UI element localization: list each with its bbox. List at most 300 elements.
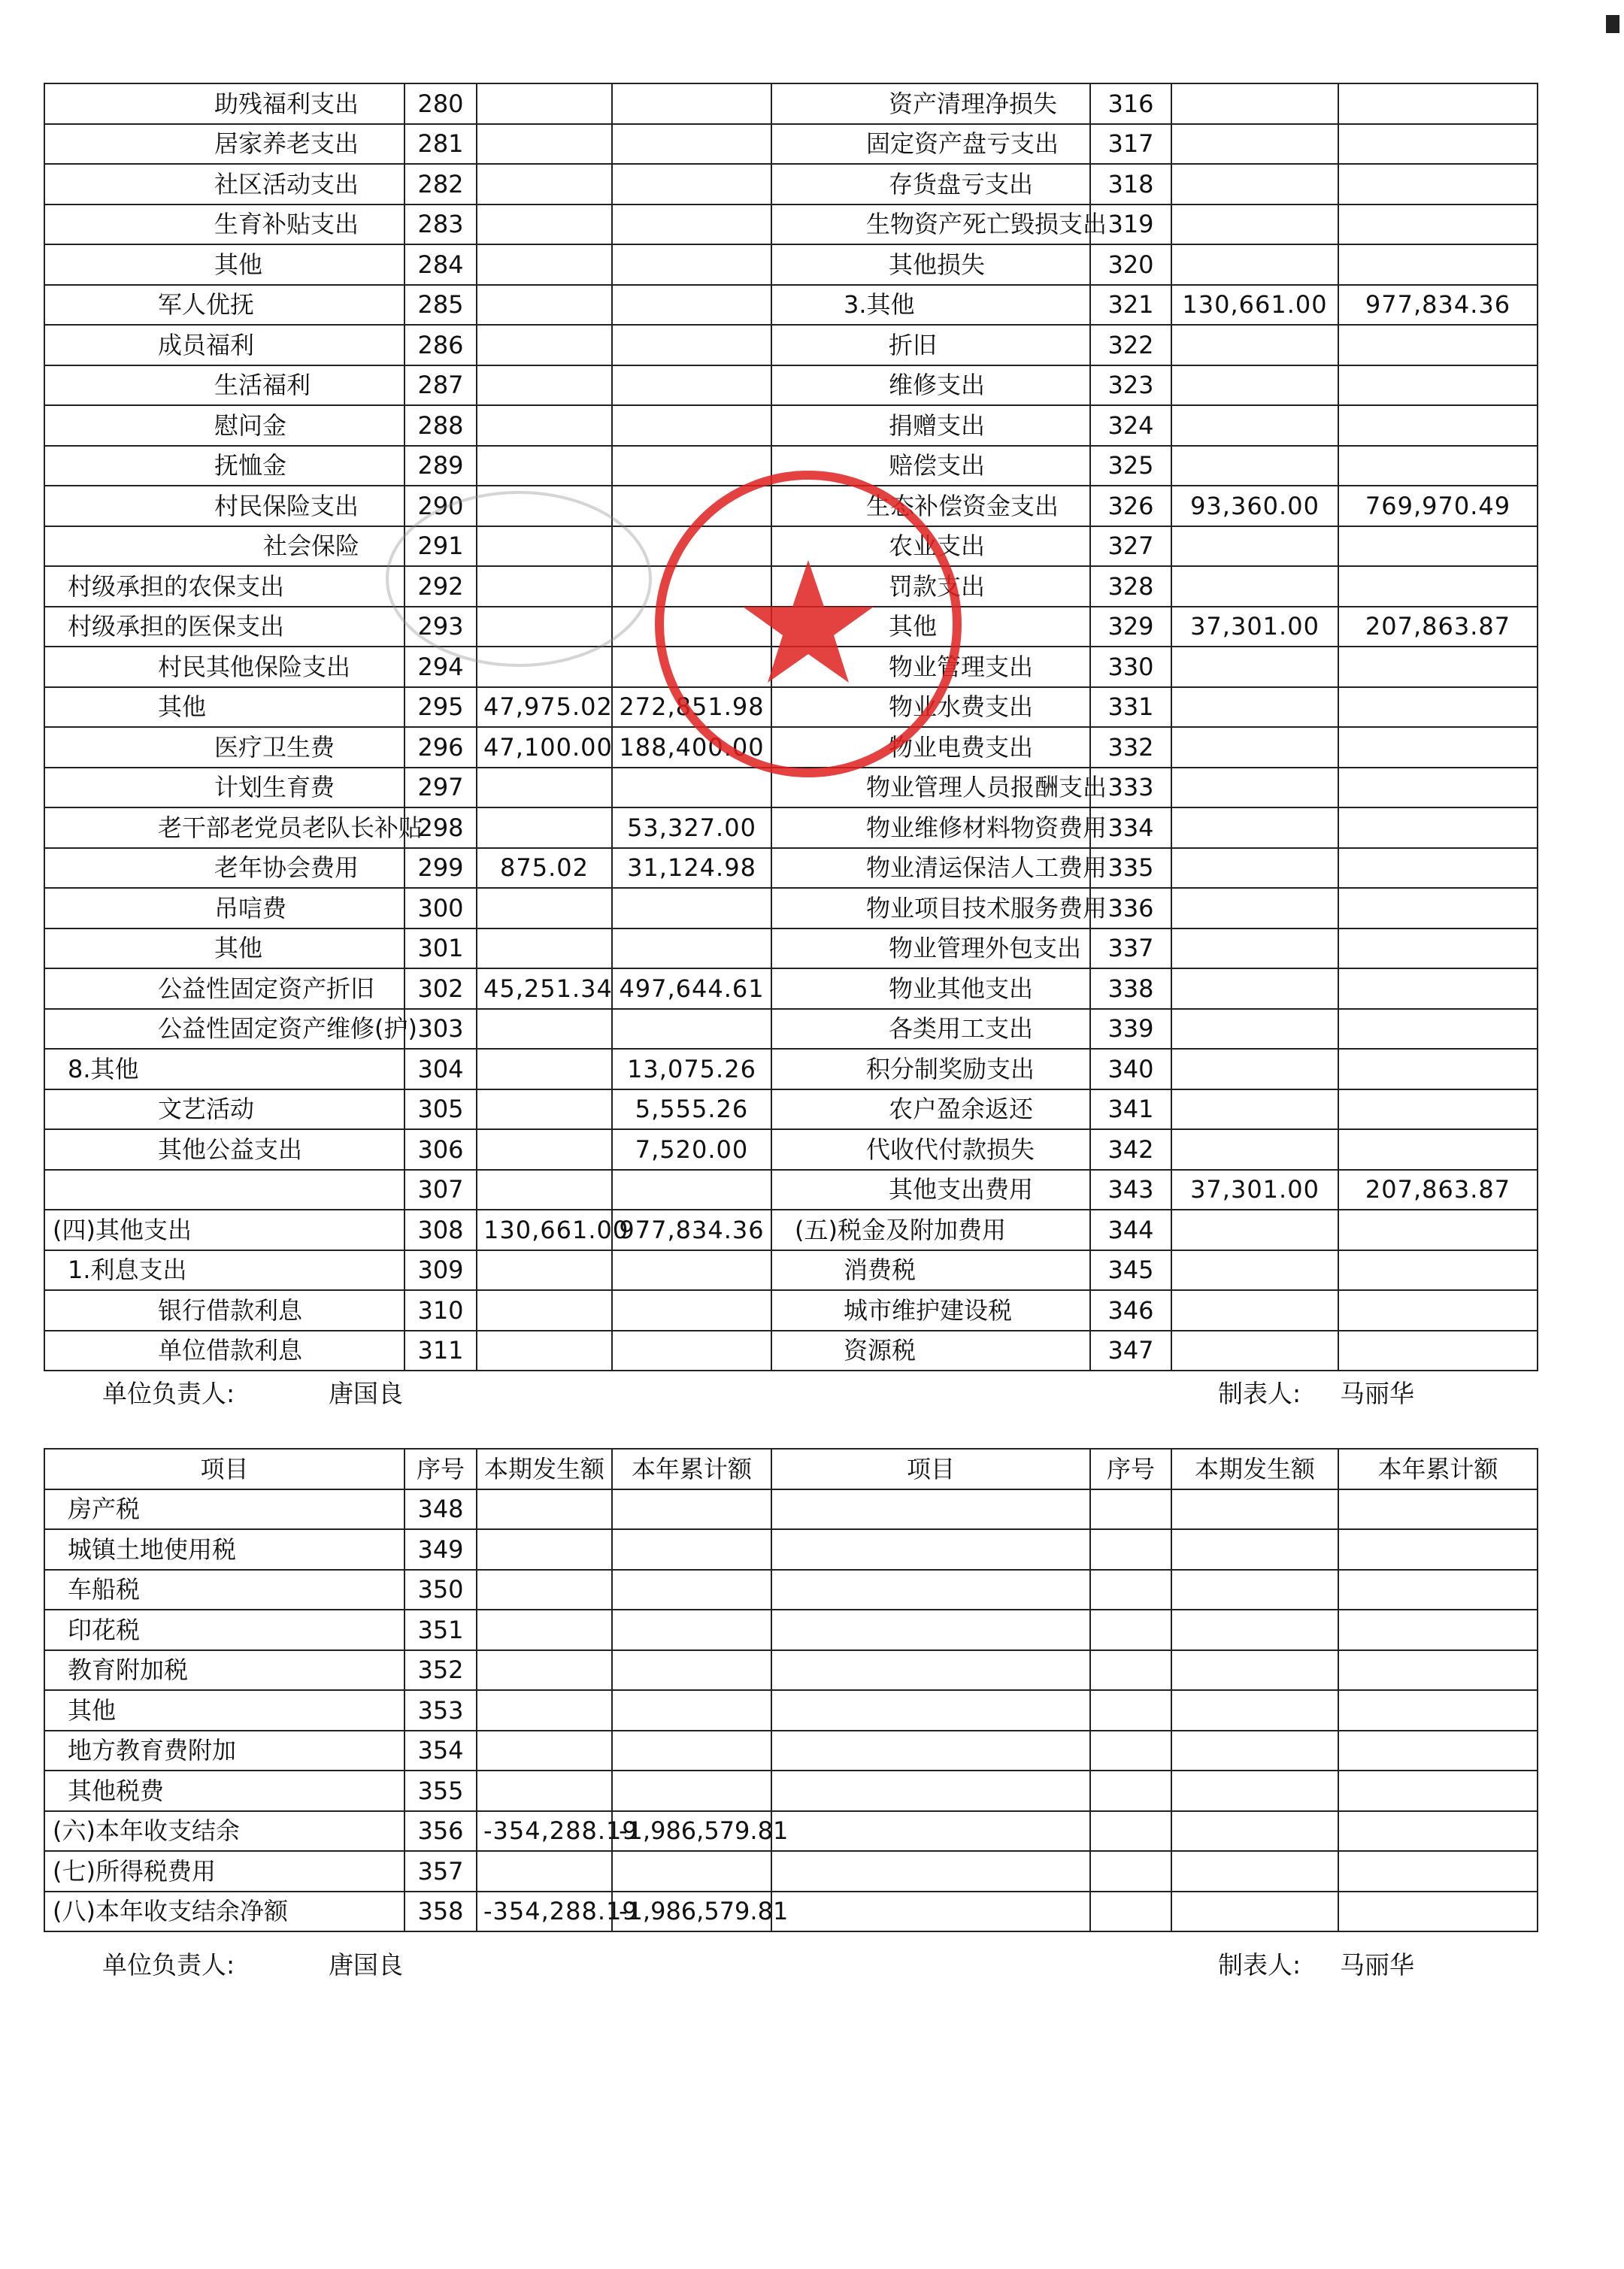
ytd-amount <box>612 1170 771 1210</box>
table-row <box>44 486 1538 526</box>
empty-cell <box>1090 1690 1171 1731</box>
current-amount-right <box>1171 365 1338 406</box>
empty-cell <box>771 1570 1090 1610</box>
row-label-right: 其他 <box>771 607 1090 647</box>
table-row <box>44 727 1538 768</box>
empty-cell <box>771 1529 1090 1570</box>
table-row <box>44 647 1538 687</box>
row-label-right: 消费税 <box>771 1250 1090 1291</box>
current-amount <box>477 888 612 929</box>
row-label-right: (五)税金及附加费用 <box>771 1210 1090 1250</box>
current-amount <box>477 486 612 526</box>
empty-cell <box>1338 1610 1538 1650</box>
empty-cell <box>1171 1731 1338 1771</box>
current-amount-right <box>1171 968 1338 1009</box>
row-number-right: 341 <box>1090 1089 1171 1130</box>
row-number: 300 <box>404 888 477 929</box>
row-number: 299 <box>404 848 477 889</box>
row-label: (七)所得税费用 <box>44 1851 404 1892</box>
row-label: 计划生育费 <box>44 768 404 808</box>
row-label-right: 物业水费支出 <box>771 687 1090 728</box>
current-amount <box>477 204 612 245</box>
current-amount: 47,100.00 <box>477 727 612 768</box>
row-label: 生活福利 <box>44 365 404 406</box>
table-row <box>44 687 1538 728</box>
row-label: (八)本年收支结余净额 <box>44 1892 404 1932</box>
ytd-amount-right <box>1338 526 1538 567</box>
row-number-right: 330 <box>1090 647 1171 687</box>
empty-cell <box>1090 1892 1171 1932</box>
table-row <box>44 1610 1538 1650</box>
ytd-amount <box>612 888 771 929</box>
row-label-right: 物业电费支出 <box>771 727 1090 768</box>
row-number-right: 342 <box>1090 1129 1171 1170</box>
current-amount-right <box>1171 1089 1338 1130</box>
empty-cell <box>1171 1811 1338 1852</box>
row-label: 村民保险支出 <box>44 486 404 526</box>
current-amount <box>477 325 612 365</box>
ytd-amount-right <box>1338 888 1538 929</box>
row-number: 297 <box>404 768 477 808</box>
header-num-right: 序号 <box>1090 1449 1171 1489</box>
row-label: 银行借款利息 <box>44 1290 404 1331</box>
empty-cell <box>771 1892 1090 1932</box>
empty-cell <box>1338 1570 1538 1610</box>
row-number: 303 <box>404 1009 477 1050</box>
row-label: (四)其他支出 <box>44 1210 404 1250</box>
row-number: 292 <box>404 566 477 607</box>
current-amount-right <box>1171 888 1338 929</box>
ytd-amount <box>612 1331 771 1371</box>
current-amount-right <box>1171 1009 1338 1050</box>
table-row <box>44 1290 1538 1331</box>
row-label: 军人优抚 <box>44 285 404 326</box>
header-ytd: 本年累计额 <box>612 1449 771 1489</box>
empty-cell <box>1090 1610 1171 1650</box>
table-row <box>44 1570 1538 1610</box>
row-label: 村级承担的农保支出 <box>44 566 404 607</box>
current-amount <box>477 1331 612 1371</box>
table-row <box>44 807 1538 848</box>
row-label-right: 赔偿支出 <box>771 446 1090 486</box>
row-label: 其他 <box>44 929 404 969</box>
ytd-amount-right: 977,834.36 <box>1338 285 1538 326</box>
row-number-right: 334 <box>1090 807 1171 848</box>
ytd-amount-right <box>1338 1049 1538 1089</box>
table-row <box>44 929 1538 969</box>
row-number-right: 325 <box>1090 446 1171 486</box>
current-amount <box>477 1650 612 1691</box>
empty-cell <box>1090 1489 1171 1530</box>
row-number: 311 <box>404 1331 477 1371</box>
current-amount-right <box>1171 929 1338 969</box>
row-label-right: 农业支出 <box>771 526 1090 567</box>
table-row <box>44 405 1538 446</box>
current-amount <box>477 244 612 285</box>
empty-cell <box>1090 1851 1171 1892</box>
empty-cell <box>1171 1851 1338 1892</box>
empty-cell <box>1338 1771 1538 1811</box>
table-row <box>44 285 1538 326</box>
current-amount <box>477 285 612 326</box>
empty-cell <box>1338 1892 1538 1932</box>
ytd-amount <box>612 124 771 165</box>
current-amount-right <box>1171 768 1338 808</box>
row-label-right: 固定资产盘亏支出 <box>771 124 1090 165</box>
row-number: 305 <box>404 1089 477 1130</box>
empty-cell <box>1338 1851 1538 1892</box>
leader-name-2: 唐国良 <box>329 1950 403 1980</box>
row-number-right: 324 <box>1090 405 1171 446</box>
current-amount-right <box>1171 1290 1338 1331</box>
table-row <box>44 1049 1538 1089</box>
header-num: 序号 <box>404 1449 477 1489</box>
ytd-amount <box>612 526 771 567</box>
row-number: 350 <box>404 1570 477 1610</box>
current-amount-right <box>1171 526 1338 567</box>
ytd-amount-right <box>1338 929 1538 969</box>
ytd-amount <box>612 1690 771 1731</box>
table-row <box>44 325 1538 365</box>
current-amount-right <box>1171 1210 1338 1250</box>
row-number: 281 <box>404 124 477 165</box>
table-row <box>44 244 1538 285</box>
table-row <box>44 1811 1538 1852</box>
empty-cell <box>1338 1529 1538 1570</box>
row-number-right: 344 <box>1090 1210 1171 1250</box>
ytd-amount-right <box>1338 968 1538 1009</box>
row-number: 286 <box>404 325 477 365</box>
ytd-amount <box>612 285 771 326</box>
row-label-right: 资源税 <box>771 1331 1090 1371</box>
ytd-amount <box>612 204 771 245</box>
leader-label-1: 单位负责人: <box>102 1379 235 1408</box>
table-row <box>44 164 1538 204</box>
row-number-right: 328 <box>1090 566 1171 607</box>
leader-label-2: 单位负责人: <box>102 1950 235 1980</box>
row-label: 抚恤金 <box>44 446 404 486</box>
row-number: 284 <box>404 244 477 285</box>
row-number: 307 <box>404 1170 477 1210</box>
current-amount: 45,251.34 <box>477 968 612 1009</box>
row-number: 282 <box>404 164 477 204</box>
row-label: 老年协会费用 <box>44 848 404 889</box>
table-row <box>44 1331 1538 1371</box>
row-number: 353 <box>404 1690 477 1731</box>
row-number-right: 337 <box>1090 929 1171 969</box>
ytd-amount <box>612 1290 771 1331</box>
ytd-amount: 31,124.98 <box>612 848 771 889</box>
ytd-amount <box>612 566 771 607</box>
ytd-amount <box>612 647 771 687</box>
table-row <box>44 1210 1538 1250</box>
row-label: 印花税 <box>44 1610 404 1650</box>
ytd-amount-right <box>1338 1331 1538 1371</box>
table-row <box>44 83 1538 124</box>
row-label-right: 代收代付款损失 <box>771 1129 1090 1170</box>
row-label-right: 农户盈余返还 <box>771 1089 1090 1130</box>
ytd-amount-right <box>1338 405 1538 446</box>
current-amount-right <box>1171 1250 1338 1291</box>
current-amount <box>477 365 612 406</box>
current-amount <box>477 1529 612 1570</box>
row-label: (六)本年收支结余 <box>44 1811 404 1852</box>
row-label: 教育附加税 <box>44 1650 404 1691</box>
row-number-right: 339 <box>1090 1009 1171 1050</box>
ytd-amount-right: 207,863.87 <box>1338 1170 1538 1210</box>
ytd-amount <box>612 325 771 365</box>
row-label: 成员福利 <box>44 325 404 365</box>
empty-cell <box>1090 1811 1171 1852</box>
row-label: 医疗卫生费 <box>44 727 404 768</box>
empty-cell <box>1171 1610 1338 1650</box>
row-number-right: 321 <box>1090 285 1171 326</box>
ytd-amount <box>612 1529 771 1570</box>
table-row <box>44 1771 1538 1811</box>
row-number-right: 320 <box>1090 244 1171 285</box>
current-amount <box>477 1009 612 1050</box>
row-label: 居家养老支出 <box>44 124 404 165</box>
ytd-amount-right <box>1338 687 1538 728</box>
empty-cell <box>771 1731 1090 1771</box>
table-row <box>44 1892 1538 1932</box>
ytd-amount <box>612 768 771 808</box>
ytd-amount: 497,644.61 <box>612 968 771 1009</box>
ytd-amount: 977,834.36 <box>612 1210 771 1250</box>
row-number: 309 <box>404 1250 477 1291</box>
ytd-amount: -1,986,579.81 <box>612 1811 771 1852</box>
row-number-right: 340 <box>1090 1049 1171 1089</box>
empty-cell <box>1090 1570 1171 1610</box>
current-amount-right <box>1171 325 1338 365</box>
row-label: 村民其他保险支出 <box>44 647 404 687</box>
row-label: 地方教育费附加 <box>44 1731 404 1771</box>
preparer-label-2: 制表人: <box>1218 1950 1301 1980</box>
row-number-right: 338 <box>1090 968 1171 1009</box>
row-number-right: 327 <box>1090 526 1171 567</box>
row-label: 其他税费 <box>44 1771 404 1811</box>
corner-mark <box>1606 15 1619 33</box>
row-number: 357 <box>404 1851 477 1892</box>
ytd-amount: 13,075.26 <box>612 1049 771 1089</box>
header-cur-right: 本期发生额 <box>1171 1449 1338 1489</box>
empty-cell <box>1171 1570 1338 1610</box>
current-amount-right <box>1171 244 1338 285</box>
ytd-amount <box>612 1009 771 1050</box>
row-label: 社会保险 <box>44 526 404 567</box>
empty-cell <box>771 1811 1090 1852</box>
row-label-right: 其他损失 <box>771 244 1090 285</box>
row-number-right: 318 <box>1090 164 1171 204</box>
ytd-amount <box>612 1489 771 1530</box>
current-amount <box>477 1690 612 1731</box>
ytd-amount <box>612 365 771 406</box>
row-number-right: 326 <box>1090 486 1171 526</box>
row-number-right: 319 <box>1090 204 1171 245</box>
row-number-right: 336 <box>1090 888 1171 929</box>
row-number: 295 <box>404 687 477 728</box>
ytd-amount-right <box>1338 124 1538 165</box>
row-number: 289 <box>404 446 477 486</box>
current-amount-right <box>1171 848 1338 889</box>
ytd-amount-right <box>1338 1129 1538 1170</box>
ytd-amount-right <box>1338 365 1538 406</box>
empty-cell <box>771 1650 1090 1691</box>
preparer-name-1: 马丽华 <box>1340 1379 1414 1408</box>
ytd-amount-right <box>1338 647 1538 687</box>
ytd-amount <box>612 607 771 647</box>
empty-cell <box>1171 1892 1338 1932</box>
row-number-right: 343 <box>1090 1170 1171 1210</box>
row-label-right: 积分制奖励支出 <box>771 1049 1090 1089</box>
row-number: 288 <box>404 405 477 446</box>
table-row <box>44 1009 1538 1050</box>
row-label: 1.利息支出 <box>44 1250 404 1291</box>
ytd-amount <box>612 1731 771 1771</box>
empty-cell <box>1090 1731 1171 1771</box>
current-amount: -354,288.19 <box>477 1892 612 1932</box>
row-label-right: 物业维修材料物资费用 <box>771 807 1090 848</box>
empty-cell <box>1171 1690 1338 1731</box>
row-number: 298 <box>404 807 477 848</box>
current-amount-right <box>1171 566 1338 607</box>
ytd-amount-right <box>1338 1250 1538 1291</box>
table-row <box>44 446 1538 486</box>
row-number: 301 <box>404 929 477 969</box>
current-amount <box>477 1290 612 1331</box>
ytd-amount-right <box>1338 325 1538 365</box>
row-label-right: 生物资产死亡毁损支出 <box>771 204 1090 245</box>
row-number-right: 317 <box>1090 124 1171 165</box>
row-number-right: 332 <box>1090 727 1171 768</box>
table-row <box>44 1170 1538 1210</box>
row-label: 公益性固定资产折旧 <box>44 968 404 1009</box>
current-amount-right: 37,301.00 <box>1171 607 1338 647</box>
current-amount-right <box>1171 1331 1338 1371</box>
row-label: 公益性固定资产维修(护) <box>44 1009 404 1050</box>
current-amount-right: 37,301.00 <box>1171 1170 1338 1210</box>
row-label: 社区活动支出 <box>44 164 404 204</box>
row-number: 291 <box>404 526 477 567</box>
current-amount: 47,975.02 <box>477 687 612 728</box>
row-number-right: 329 <box>1090 607 1171 647</box>
preparer-name-2: 马丽华 <box>1340 1950 1414 1980</box>
table-row <box>44 124 1538 165</box>
ytd-amount-right: 769,970.49 <box>1338 486 1538 526</box>
table-row <box>44 1731 1538 1771</box>
row-label: 其他公益支出 <box>44 1129 404 1170</box>
ytd-amount <box>612 1250 771 1291</box>
row-label-right: 城市维护建设税 <box>771 1290 1090 1331</box>
row-label-right: 资产清理净损失 <box>771 83 1090 124</box>
ytd-amount-right <box>1338 1290 1538 1331</box>
row-label-right: 3.其他 <box>771 285 1090 326</box>
row-label-right: 物业管理外包支出 <box>771 929 1090 969</box>
table-row <box>44 1851 1538 1892</box>
ytd-amount-right <box>1338 727 1538 768</box>
current-amount <box>477 929 612 969</box>
row-number: 355 <box>404 1771 477 1811</box>
row-number: 290 <box>404 486 477 526</box>
empty-cell <box>1171 1650 1338 1691</box>
table-row <box>44 1129 1538 1170</box>
ytd-amount <box>612 1851 771 1892</box>
row-number: 302 <box>404 968 477 1009</box>
ytd-amount: 188,400.00 <box>612 727 771 768</box>
header-item: 项目 <box>44 1449 404 1489</box>
row-label-right: 物业清运保洁人工费用 <box>771 848 1090 889</box>
row-label: 其他 <box>44 244 404 285</box>
current-amount: -354,288.19 <box>477 1811 612 1852</box>
current-amount <box>477 1489 612 1530</box>
row-number: 293 <box>404 607 477 647</box>
row-number: 308 <box>404 1210 477 1250</box>
current-amount-right <box>1171 446 1338 486</box>
empty-cell <box>771 1771 1090 1811</box>
ytd-amount: 7,520.00 <box>612 1129 771 1170</box>
row-number-right: 345 <box>1090 1250 1171 1291</box>
current-amount <box>477 607 612 647</box>
current-amount <box>477 807 612 848</box>
header-ytd-right: 本年累计额 <box>1338 1449 1538 1489</box>
current-amount <box>477 1089 612 1130</box>
ytd-amount-right <box>1338 1210 1538 1250</box>
row-label: 文艺活动 <box>44 1089 404 1130</box>
row-label-right: 其他支出费用 <box>771 1170 1090 1210</box>
table-row <box>44 888 1538 929</box>
empty-cell <box>771 1690 1090 1731</box>
row-number: 358 <box>404 1892 477 1932</box>
row-label-right: 物业项目技术服务费用 <box>771 888 1090 929</box>
ytd-amount-right <box>1338 807 1538 848</box>
ytd-amount: 5,555.26 <box>612 1089 771 1130</box>
current-amount <box>477 768 612 808</box>
row-number: 310 <box>404 1290 477 1331</box>
ytd-amount-right <box>1338 1009 1538 1050</box>
row-number-right: 322 <box>1090 325 1171 365</box>
row-label-right: 维修支出 <box>771 365 1090 406</box>
empty-cell <box>771 1610 1090 1650</box>
leader-name-1: 唐国良 <box>329 1379 403 1408</box>
current-amount <box>477 446 612 486</box>
empty-cell <box>1338 1650 1538 1691</box>
preparer-label-1: 制表人: <box>1218 1379 1301 1408</box>
table-row <box>44 1250 1538 1291</box>
empty-cell <box>771 1851 1090 1892</box>
current-amount-right: 93,360.00 <box>1171 486 1338 526</box>
row-number-right: 316 <box>1090 83 1171 124</box>
current-amount-right <box>1171 1129 1338 1170</box>
current-amount <box>477 647 612 687</box>
ytd-amount-right: 207,863.87 <box>1338 607 1538 647</box>
current-amount <box>477 1610 612 1650</box>
empty-cell <box>1171 1771 1338 1811</box>
row-number: 283 <box>404 204 477 245</box>
current-amount-right <box>1171 687 1338 728</box>
current-amount-right <box>1171 405 1338 446</box>
empty-cell <box>1338 1489 1538 1530</box>
ytd-amount-right <box>1338 1089 1538 1130</box>
row-number-right: 331 <box>1090 687 1171 728</box>
table-row <box>44 607 1538 647</box>
ytd-amount <box>612 164 771 204</box>
row-number: 294 <box>404 647 477 687</box>
current-amount-right <box>1171 164 1338 204</box>
table-row <box>44 768 1538 808</box>
empty-cell <box>1338 1690 1538 1731</box>
row-label-right: 捐赠支出 <box>771 405 1090 446</box>
ytd-amount <box>612 1610 771 1650</box>
